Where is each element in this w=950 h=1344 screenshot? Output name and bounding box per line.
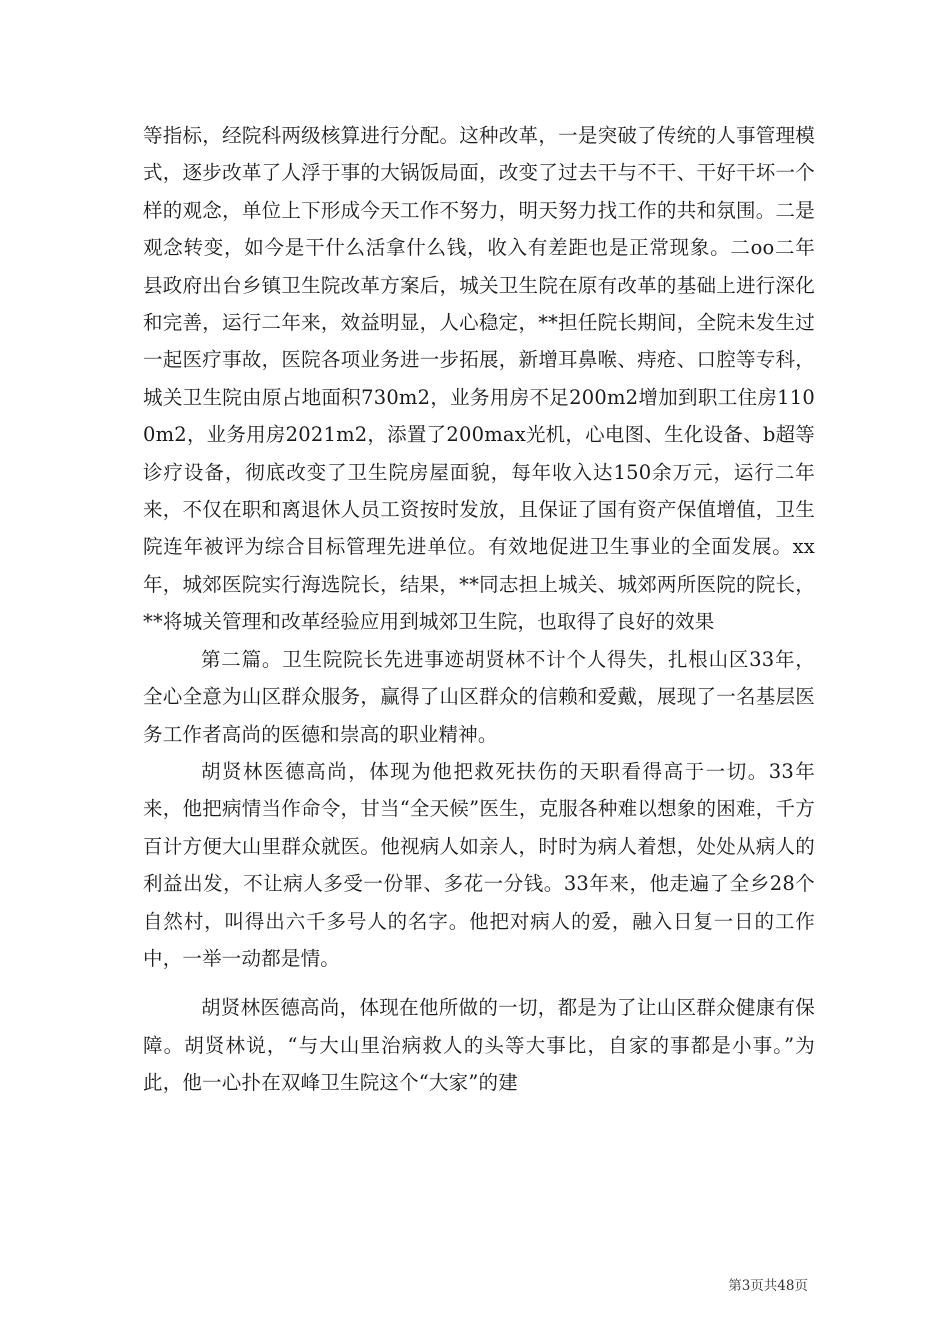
paragraph-1: 等指标，经院科两级核算进行分配。这种改革，一是突破了传统的人事管理模式，逐步改革了人浮于事的大锅饭局面，改变了过去干与不干、干好干坏一个样的观念，单位上下形成今天工作不努力，明天努力找工作的共和氛围。二是观念转变，如今是干什么活拿什么钱，收入有差距也是正常现象。二oo二年县政府出台乡镇卫生院改革方案后，城关卫生院在原有改革的基础上进行深化和完善，运行二年来，效益明显，人心稳定，**担任院长期间，全院未发生过一起医疗事故，医院各项业务进一步拓展，新增耳鼻喉、痔疮、口腔等专科，城关卫生院由原占地面积730m2，业务用房不足200m2增加到职工住房1100m2，业务用房2021m2，添置了200max光机，心电图、生化设备、b超等诊疗设备，彻底改变了卫生院房屋面貌，每年收入达150余万元，运行二年来，不仅在职和离退休人员工资按时发放，且保证了国有资产保值增值，卫生院连年被评为综合目标管理先进单位。有效地促进卫生事业的全面发展。xx年，城郊医院实行海选院长，结果，**同志担上城关、城郊两所医院的院长，**将城关管理和改革经验应用到城郊卫生院，也取得了良好的效果 (143, 124, 815, 634)
document-body (143, 117, 815, 1102)
paragraph-2: 第二篇。卫生院院长先进事迹胡贤林不计个人得失，扎根山区33年，全心全意为山区群众服务，赢得了山区群众的信赖和爱戴，展现了一名基层医务工作者高尚的医德和崇高的职业精神。 (143, 647, 815, 746)
page-number: 第3页共48页 (728, 1278, 808, 1294)
paragraph-4: 胡贤林医德高尚，体现在他所做的一切，都是为了让山区群众健康有保障。胡贤林说，“与大山里治病救人的头等大事比，自家的事都是小事。”为此，他一心扑在双峰卫生院这个“大家”的建 (143, 996, 815, 1095)
paragraph-3: 胡贤林医德高尚，体现为他把救死扶伤的天职看得高于一切。33年来，他把病情当作命令，甘当“全天候”医生，克服各种难以想象的困难，千方百计方便大山里群众就医。他视病人如亲人，时时为病人着想，处处从病人的利益出发，不让病人多受一份罪、多花一分钱。33年来，他走遍了全乡28个自然村，叫得出六千多号人的名字。他把对病人的爱，融入日复一日的工作中，一举一动都是情。 (143, 759, 815, 970)
